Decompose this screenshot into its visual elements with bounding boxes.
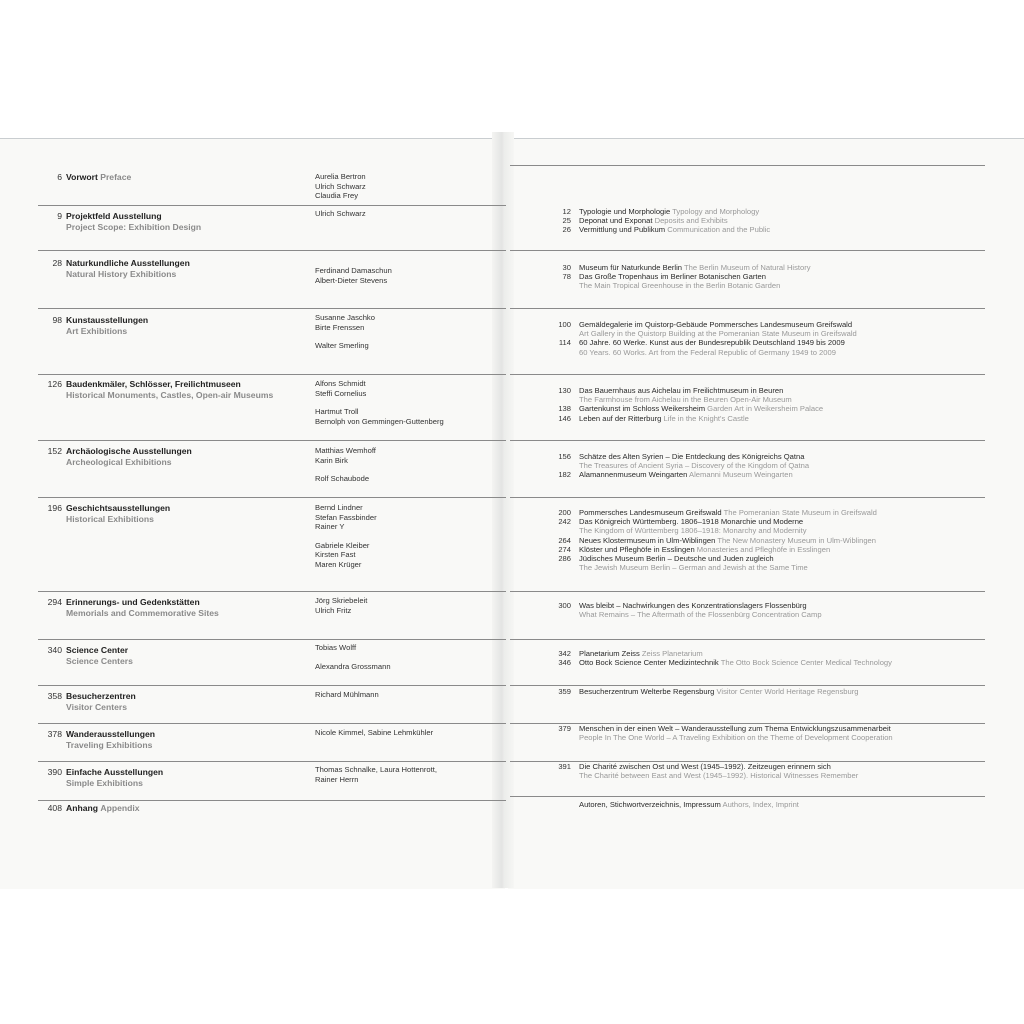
- entry-title-line: [579, 658, 990, 667]
- section-title-en: Appendix: [100, 803, 140, 813]
- entry-title-en: People In The One World – A Traveling Exhibition on the Theme of Development Cooperation: [579, 733, 893, 743]
- author-name: Alexandra Grossmann: [315, 661, 391, 671]
- entry-page-number: 200: [558, 508, 571, 517]
- toc-entry[interactable]: [545, 414, 990, 423]
- entry-page-number: 12: [562, 207, 571, 216]
- section-page-number: 378: [47, 729, 62, 739]
- entry-title-de: Das Königreich Württemberg. 1806–1918 Monarchie und Moderne: [579, 517, 804, 527]
- author-name: Matthias Wemhoff: [315, 446, 376, 455]
- section-title: [66, 767, 306, 788]
- author-name: Susanne Jaschko: [315, 313, 375, 322]
- entry-title-en: The Main Tropical Greenhouse in the Berlin Botanic Garden: [579, 281, 781, 291]
- section-title-en: Archeological Exhibitions: [66, 456, 172, 467]
- divider-rule: [38, 374, 506, 375]
- entry-title-line: [579, 687, 990, 696]
- divider-rule: [510, 165, 985, 166]
- entry-title-line: [579, 601, 990, 610]
- entry-page-number: 359: [558, 687, 571, 696]
- section-title: [66, 211, 306, 232]
- section-title: [66, 597, 306, 618]
- toc-entry[interactable]: [545, 386, 990, 404]
- entry-title-de: Museum für Naturkunde Berlin: [579, 263, 682, 272]
- entry-page-number: 379: [558, 724, 571, 733]
- entry-title-line: [579, 762, 990, 771]
- toc-entry[interactable]: [545, 554, 990, 572]
- toc-entry[interactable]: [545, 225, 990, 234]
- entry-title-en: Communication and the Public: [667, 225, 771, 235]
- entry-title-en: Visitor Center World Heritage Regensburg: [716, 687, 859, 696]
- author-list: [315, 446, 495, 484]
- toc-entry[interactable]: [545, 404, 990, 413]
- section-title-en: Memorials and Commemorative Sites: [66, 607, 219, 618]
- entry-page-number: 114: [558, 338, 571, 348]
- section-title-en: Simple Exhibitions: [66, 777, 143, 788]
- toc-entry[interactable]: [545, 800, 990, 809]
- section-page-number: 28: [52, 258, 62, 268]
- entry-page-number: 274: [558, 544, 571, 554]
- entry-title-en: Alemanni Museum Weingarten: [689, 470, 793, 480]
- entry-title-en: Art Gallery in the Quistorp Building at the Pomeranian State Museum in Greifswald: [579, 329, 857, 339]
- divider-rule: [38, 591, 506, 592]
- section-title-de: Einfache Ausstellungen: [66, 767, 164, 777]
- section-page-number: 98: [52, 315, 62, 325]
- entry-title-en: Monasteries and Pfleghöfe in Esslingen: [696, 544, 831, 554]
- section-title: [66, 379, 306, 400]
- entry-title-en: The Otto Bock Science Center Medical Technology: [720, 658, 892, 668]
- section-page-number: 340: [47, 645, 62, 655]
- entry-title-de: Pommersches Landesmuseum Greifswald: [579, 508, 722, 517]
- author-spacer: [315, 465, 495, 474]
- author-name: Gabriele Kleiber: [315, 540, 370, 550]
- entry-title-en: The Pomeranian State Museum in Greifswald: [723, 508, 877, 517]
- entry-title-en: The Treasures of Ancient Syria – Discovery of the Kingdom of Qatna: [579, 461, 810, 471]
- author-list: [315, 765, 495, 784]
- entry-title-de: Klöster und Pfleghöfe in Esslingen: [579, 544, 695, 554]
- divider-rule: [38, 250, 506, 251]
- section-title-en: Traveling Exhibitions: [66, 739, 153, 750]
- author-name: Ulrich Fritz: [315, 605, 352, 615]
- entry-title-en: Garden Art in Weikersheim Palace: [707, 404, 824, 414]
- entry-title-en: Typology and Morphology: [672, 207, 760, 216]
- entry-title-line: [579, 470, 990, 479]
- entry-page-number: 346: [558, 658, 571, 668]
- author-list: [315, 172, 495, 201]
- section-page-number: 196: [47, 503, 62, 513]
- divider-rule: [38, 800, 506, 801]
- entry-title-en: Zeiss Planetarium: [641, 649, 703, 658]
- section-page-number: 9: [57, 211, 62, 221]
- section-title-de: Naturkundliche Ausstellungen: [66, 258, 190, 268]
- author-name: Alfons Schmidt: [315, 379, 366, 388]
- toc-entry[interactable]: [545, 517, 990, 535]
- section-page-number: 408: [47, 803, 62, 813]
- entry-title-en: Deposits and Exhibits: [654, 216, 728, 226]
- entry-page-number: 342: [558, 649, 571, 658]
- divider-rule: [38, 761, 506, 762]
- entry-title-de: Das Große Tropenhaus im Berliner Botanischen Garten: [579, 272, 766, 282]
- entry-group: [545, 263, 990, 291]
- toc-entry[interactable]: [545, 452, 990, 470]
- entry-title-de: Vermittlung und Publikum: [579, 225, 666, 235]
- section-page-number: 152: [47, 446, 62, 456]
- section-page-number: 6: [57, 172, 62, 182]
- toc-entry[interactable]: [545, 508, 990, 517]
- section-title-de: Archäologische Ausstellungen: [66, 446, 192, 456]
- entry-title-line: [579, 414, 990, 423]
- author-name: Hartmut Troll: [315, 407, 359, 416]
- entry-title-en: What Remains – The Aftermath of the Flossenbürg Concentration Camp: [579, 610, 822, 620]
- entry-group: [545, 452, 990, 480]
- toc-entry[interactable]: [545, 687, 990, 696]
- entry-page-number: 156: [558, 452, 571, 461]
- entry-title-en: The Jewish Museum Berlin – German and Jewish at the Same Time: [579, 563, 808, 573]
- author-name: Kirsten Fast: [315, 550, 356, 559]
- author-name: Albert-Dieter Stevens: [315, 275, 388, 285]
- divider-rule: [38, 639, 506, 640]
- entry-title-de: Alamannenmuseum Weingarten: [579, 470, 688, 480]
- entry-title-de: Autoren, Stichwortverzeichnis, Impressum: [579, 800, 721, 809]
- toc-entry[interactable]: [545, 762, 990, 780]
- divider-rule: [38, 440, 506, 441]
- toc-entry[interactable]: [545, 263, 990, 272]
- divider-rule: [510, 308, 985, 309]
- entry-group: [545, 601, 990, 619]
- entry-title-line: [579, 536, 990, 545]
- section-page-number: 390: [47, 767, 62, 777]
- divider-rule: [510, 685, 985, 686]
- author-list: [315, 643, 495, 671]
- author-name: Aurelia Bertron: [315, 172, 366, 181]
- section-title-de: Vorwort: [66, 172, 98, 182]
- toc-entry[interactable]: [545, 272, 990, 290]
- section-title: [66, 645, 306, 666]
- section-title-de: Kunstausstellungen: [66, 315, 149, 325]
- section-title: [66, 258, 306, 279]
- entry-title-line: [579, 272, 990, 281]
- section-title-de: Projektfeld Ausstellung: [66, 211, 162, 221]
- section-title-de: Anhang: [66, 803, 98, 813]
- author-name: Tobias Wolff: [315, 643, 357, 652]
- entry-title-en: Life in the Knight's Castle: [663, 413, 749, 423]
- entry-page-number: 130: [558, 386, 571, 395]
- entry-page-number: 391: [558, 762, 571, 771]
- toc-entry[interactable]: [545, 216, 990, 225]
- section-title-de: Besucherzentren: [66, 691, 136, 701]
- entry-title-de: Gartenkunst im Schloss Weikersheim: [579, 404, 706, 414]
- entry-page-number: 138: [558, 404, 571, 414]
- toc-entry[interactable]: [545, 338, 990, 356]
- entry-title-line: [579, 554, 990, 563]
- author-name: Richard Mühlmann: [315, 690, 379, 699]
- section-page-number: 126: [47, 379, 62, 389]
- entry-title-de: Gemäldegalerie im Quistorp-Gebäude Pommersches Landesmuseum Greifswald: [579, 320, 853, 329]
- author-spacer: [315, 332, 495, 341]
- toc-entry[interactable]: [545, 545, 990, 554]
- toc-entry[interactable]: [545, 658, 990, 667]
- toc-entry[interactable]: [545, 536, 990, 545]
- entry-page-number: 182: [558, 470, 571, 480]
- author-name: Ulrich Schwarz: [315, 181, 366, 191]
- entry-title-de: Neues Klostermuseum in Ulm-Wiblingen: [579, 535, 716, 545]
- section-title-en: Preface: [100, 172, 132, 182]
- section-title-de: Baudenkmäler, Schlösser, Freilichtmuseen: [66, 379, 241, 389]
- entry-title-de: Leben auf der Ritterburg: [579, 413, 662, 423]
- author-list: [315, 266, 495, 285]
- entry-title-de: Typologie und Morphologie: [579, 207, 671, 216]
- toc-entry[interactable]: [545, 320, 990, 338]
- entry-group: [545, 724, 990, 742]
- author-name: Rolf Schaubode: [315, 474, 370, 483]
- author-list: [315, 379, 495, 426]
- entry-title-de: Schätze des Alten Syrien – Die Entdeckung des Königreichs Qatna: [579, 452, 805, 461]
- entry-page-number: 78: [562, 272, 571, 282]
- entry-title-line: [579, 452, 990, 461]
- author-name: Bernolph von Gemmingen-Guttenberg: [315, 416, 444, 426]
- entry-title-en: The Charité between East and West (1945–1992). Historical Witnesses Remember: [579, 771, 859, 781]
- entry-group: [545, 687, 990, 696]
- section-title-en: Art Exhibitions: [66, 325, 128, 336]
- entry-title-de: Menschen in der einen Welt – Wanderausstellung zum Thema Entwicklungszusammenarbeit: [579, 724, 891, 733]
- author-list: [315, 313, 495, 351]
- entry-page-number: 264: [558, 535, 571, 545]
- section-title-en: Historical Monuments, Castles, Open-air Museums: [66, 389, 274, 400]
- entry-page-number: 30: [562, 263, 571, 272]
- author-list: [315, 690, 495, 700]
- divider-rule: [510, 639, 985, 640]
- section-title-en: Historical Exhibitions: [66, 513, 154, 524]
- entry-title-de: Was bleibt – Nachwirkungen des Konzentrationslagers Flossenbürg: [579, 601, 807, 610]
- author-name: Karin Birk: [315, 455, 348, 465]
- divider-rule: [38, 685, 506, 686]
- section-title: [66, 172, 306, 183]
- entry-title-line: [579, 338, 990, 347]
- section-title-en: Science Centers: [66, 655, 133, 666]
- entry-group: [545, 320, 990, 357]
- author-name: Claudia Frey: [315, 191, 359, 200]
- entry-title-en: The New Monastery Museum in Ulm-Wiblingen: [717, 535, 876, 545]
- entry-title-de: 60 Jahre. 60 Werke. Kunst aus der Bundesrepublik Deutschland 1949 bis 2009: [579, 338, 845, 348]
- author-name: Rainer Herrn: [315, 774, 359, 784]
- toc-entry[interactable]: [545, 601, 990, 619]
- author-list: [315, 503, 495, 569]
- entry-title-line: [579, 649, 990, 658]
- section-title-de: Erinnerungs- und Gedenkstätten: [66, 597, 200, 607]
- divider-rule: [510, 374, 985, 375]
- author-spacer: [315, 398, 495, 407]
- entry-page-number: 286: [558, 554, 571, 564]
- entry-page-number: 300: [558, 601, 571, 610]
- entry-title-line: [579, 216, 990, 225]
- author-name: Stefan Fassbinder: [315, 512, 377, 522]
- author-list: [315, 596, 495, 615]
- author-name: Maren Krüger: [315, 559, 362, 569]
- entry-title-line: [579, 545, 990, 554]
- divider-rule: [38, 497, 506, 498]
- section-title-en: Natural History Exhibitions: [66, 268, 177, 279]
- entry-title-de: Besucherzentrum Welterbe Regensburg: [579, 687, 715, 696]
- divider-rule: [510, 250, 985, 251]
- divider-rule: [510, 440, 985, 441]
- entry-group: [545, 508, 990, 572]
- author-name: Bernd Lindner: [315, 503, 363, 512]
- entry-title-de: Otto Bock Science Center Medizintechnik: [579, 658, 719, 668]
- divider-rule: [510, 497, 985, 498]
- entry-title-line: [579, 320, 990, 329]
- section-title: [66, 503, 306, 524]
- author-name: Rainer Y: [315, 522, 345, 531]
- entry-title-en: The Kingdom of Württemberg 1806–1918: Monarchy and Modernity: [579, 526, 807, 536]
- author-list: [315, 209, 495, 219]
- book-spine: [492, 132, 514, 888]
- divider-rule: [38, 205, 506, 206]
- entry-title-line: [579, 724, 990, 733]
- entry-group: [545, 649, 990, 667]
- entry-page-number: 25: [562, 216, 571, 226]
- section-title: [66, 315, 306, 336]
- entry-title-line: [579, 404, 990, 413]
- author-name: Thomas Schnalke, Laura Hottenrott,: [315, 765, 437, 774]
- author-list: [315, 728, 495, 738]
- section-title-en: Visitor Centers: [66, 701, 127, 712]
- author-name: Ferdinand Damaschun: [315, 266, 392, 275]
- divider-rule: [38, 723, 506, 724]
- section-title-de: Wanderausstellungen: [66, 729, 155, 739]
- divider-rule: [38, 308, 506, 309]
- author-spacer: [315, 653, 495, 662]
- entry-title-line: [579, 386, 990, 395]
- section-title: [66, 729, 306, 750]
- entry-group: [545, 386, 990, 423]
- author-name: Birte Frenssen: [315, 322, 365, 332]
- entry-title-de: Jüdisches Museum Berlin – Deutsche und Juden zugleich: [579, 554, 774, 564]
- entry-title-line: [579, 800, 990, 809]
- entry-title-line: [579, 517, 990, 526]
- divider-rule: [510, 796, 985, 797]
- section-title: [66, 446, 306, 467]
- toc-entry[interactable]: [545, 649, 990, 658]
- entry-page-number: 146: [558, 413, 571, 423]
- entry-title-de: Deponat und Exponat: [579, 216, 653, 226]
- entry-page-number: 242: [558, 517, 571, 527]
- toc-entry[interactable]: [545, 724, 990, 742]
- entry-title-de: Die Charité zwischen Ost und West (1945–1992). Zeitzeugen erinnern sich: [579, 762, 831, 771]
- entry-group: [545, 800, 990, 809]
- author-name: Walter Smerling: [315, 341, 369, 350]
- entry-group: [545, 762, 990, 780]
- entry-title-de: Das Bauernhaus aus Aichelau im Freilichtmuseum in Beuren: [579, 386, 784, 395]
- section-page-number: 358: [47, 691, 62, 701]
- section-title-en: Project Scope: Exhibition Design: [66, 221, 202, 232]
- section-title-de: Geschichtsausstellungen: [66, 503, 171, 513]
- section-page-number: 294: [47, 597, 62, 607]
- entry-title-en: The Berlin Museum of Natural History: [683, 263, 811, 272]
- entry-title-de: Planetarium Zeiss: [579, 649, 640, 658]
- entry-title-en: The Farmhouse from Aichelau in the Beuren Open-Air Museum: [579, 395, 792, 405]
- entry-title-line: [579, 225, 990, 234]
- section-title-de: Science Center: [66, 645, 129, 655]
- entry-title-en: 60 Years. 60 Works. Art from the Federal Republic of Germany 1949 to 2009: [579, 347, 836, 357]
- toc-entry[interactable]: [545, 207, 990, 216]
- divider-rule: [510, 591, 985, 592]
- entry-title-line: [579, 263, 990, 272]
- author-name: Nicole Kimmel, Sabine Lehmkühler: [315, 728, 434, 737]
- author-name: Ulrich Schwarz: [315, 209, 366, 218]
- section-title: [66, 691, 306, 712]
- toc-entry[interactable]: [545, 470, 990, 479]
- section-title: [66, 803, 306, 814]
- entry-title-en: Authors, Index, Imprint: [722, 800, 799, 809]
- author-spacer: [315, 532, 495, 541]
- entry-title-line: [579, 207, 990, 216]
- author-name: Jörg Skriebeleit: [315, 596, 368, 605]
- entry-title-line: [579, 508, 990, 517]
- entry-group: [545, 207, 990, 235]
- entry-page-number: 26: [562, 225, 571, 235]
- author-name: Steffi Cornelius: [315, 388, 367, 398]
- entry-page-number: 100: [558, 320, 571, 329]
